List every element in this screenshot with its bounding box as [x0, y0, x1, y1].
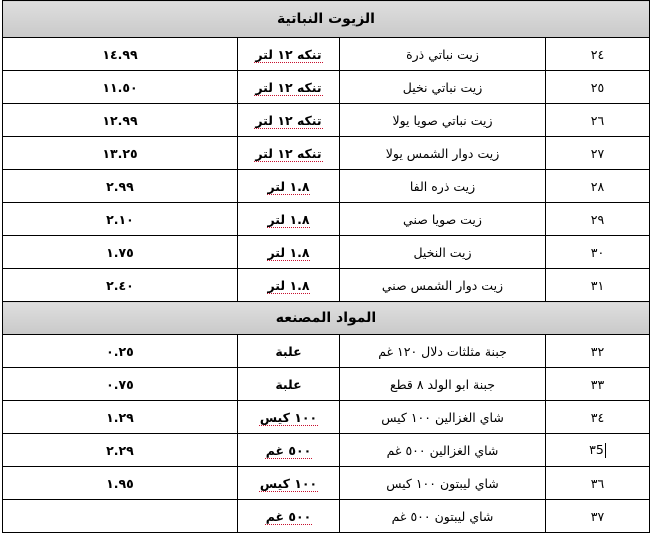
product-name-cell[interactable]: زيت دوار الشمس يولا	[340, 137, 546, 170]
unit-text: ١.٨ لتر	[267, 178, 310, 194]
row-number-cell[interactable]	[546, 203, 650, 236]
price-cell[interactable]: ٢.٩٩	[3, 170, 238, 203]
product-name-cell[interactable]: زيت صويا صني	[340, 203, 546, 236]
product-name-cell[interactable]: زيت نباتي ذرة	[340, 38, 546, 71]
unit-text: علبة	[275, 343, 302, 359]
product-name-cell[interactable]: زيت نباتي نخيل	[340, 71, 546, 104]
price-cell[interactable]: ١٢.٩٩	[3, 104, 238, 137]
unit-text: ١.٨ لتر	[267, 277, 310, 293]
table-row	[3, 269, 650, 302]
section-title: المواد المصنعه	[3, 302, 650, 335]
row-number: ٢٦	[590, 112, 605, 128]
unit-cell[interactable]	[238, 137, 340, 170]
price-cell[interactable]: ١٣.٢٥	[3, 137, 238, 170]
row-number: ٣٣	[590, 376, 605, 392]
price-cell[interactable]	[3, 500, 238, 533]
unit-cell[interactable]	[238, 401, 340, 434]
row-number-cell[interactable]	[546, 467, 650, 500]
price-cell[interactable]: ٢.١٠	[3, 203, 238, 236]
section-header	[3, 1, 650, 38]
row-number-cell[interactable]	[546, 269, 650, 302]
product-name-cell[interactable]: شاي ليبتون ١٠٠ كيس	[340, 467, 546, 500]
unit-text: تنكه ١٢ لتر	[255, 46, 322, 62]
text-cursor	[605, 443, 606, 458]
row-number-cell[interactable]	[546, 368, 650, 401]
row-number: ٣٤	[590, 409, 605, 425]
row-number: ٣5	[589, 442, 604, 457]
table-row	[3, 137, 650, 170]
row-number: ٢٤	[590, 46, 605, 62]
unit-cell[interactable]	[238, 71, 340, 104]
row-number-cell[interactable]	[546, 137, 650, 170]
product-name-cell[interactable]: زيت نباتي صويا يولا	[340, 104, 546, 137]
table-row	[3, 467, 650, 500]
table-body	[3, 1, 650, 533]
row-number-cell[interactable]	[546, 104, 650, 137]
row-number: ٣٢	[590, 343, 605, 359]
table-row	[3, 170, 650, 203]
unit-cell[interactable]	[238, 269, 340, 302]
price-cell[interactable]: ٠.٢٥	[3, 335, 238, 368]
unit-text: ١٠٠ كيس	[259, 475, 318, 491]
row-number-cell[interactable]	[546, 500, 650, 533]
product-name-cell[interactable]: زيت ذره الفا	[340, 170, 546, 203]
price-cell[interactable]: ١٤.٩٩	[3, 38, 238, 71]
section-header	[3, 302, 650, 335]
unit-text: تنكه ١٢ لتر	[255, 145, 322, 161]
row-number-cell[interactable]	[546, 335, 650, 368]
product-name-cell[interactable]: شاي ليبتون ٥٠٠ غم	[340, 500, 546, 533]
unit-text: ١٠٠ كيس	[259, 409, 318, 425]
unit-text: علبة	[275, 376, 302, 392]
product-name-cell[interactable]: جبنة ابو الولد ٨ قطع	[340, 368, 546, 401]
price-cell[interactable]: ٠.٧٥	[3, 368, 238, 401]
product-name-cell[interactable]: شاي الغزالين ٥٠٠ غم	[340, 434, 546, 467]
unit-text: ١.٨ لتر	[267, 211, 310, 227]
unit-cell[interactable]	[238, 236, 340, 269]
unit-text: ١.٨ لتر	[267, 244, 310, 260]
unit-cell[interactable]	[238, 38, 340, 71]
table-row	[3, 38, 650, 71]
row-number-cell[interactable]	[546, 236, 650, 269]
price-table	[2, 0, 650, 533]
price-cell[interactable]: ١.٧٥	[3, 236, 238, 269]
price-cell[interactable]: ١١.٥٠	[3, 71, 238, 104]
price-cell[interactable]: ١.٩٥	[3, 467, 238, 500]
unit-cell[interactable]	[238, 434, 340, 467]
product-name-cell[interactable]: زيت النخيل	[340, 236, 546, 269]
row-number: ٢٨	[590, 178, 605, 194]
unit-text: تنكه ١٢ لتر	[255, 79, 322, 95]
price-cell[interactable]: ٢.٢٩	[3, 434, 238, 467]
row-number-cell[interactable]	[546, 170, 650, 203]
table-row	[3, 434, 650, 467]
unit-cell[interactable]	[238, 500, 340, 533]
unit-cell[interactable]	[238, 368, 340, 401]
unit-cell[interactable]	[238, 335, 340, 368]
row-number: ٣١	[590, 277, 605, 293]
unit-cell[interactable]	[238, 104, 340, 137]
row-number: ٢٧	[590, 145, 605, 161]
row-number: ٣٦	[590, 475, 605, 491]
unit-text: ٥٠٠ غم	[265, 508, 312, 524]
unit-cell[interactable]	[238, 170, 340, 203]
row-number: ٢٥	[590, 79, 605, 95]
price-cell[interactable]: ١.٢٩	[3, 401, 238, 434]
row-number: ٢٩	[590, 211, 605, 227]
unit-text: ٥٠٠ غم	[265, 442, 312, 458]
unit-text: تنكه ١٢ لتر	[255, 112, 322, 128]
product-name-cell[interactable]: شاي الغزالين ١٠٠ كيس	[340, 401, 546, 434]
row-number: ٣٠	[590, 244, 605, 260]
price-cell[interactable]: ٢.٤٠	[3, 269, 238, 302]
row-number-cell[interactable]	[546, 434, 650, 467]
section-title: الزيوت النباتية	[3, 1, 650, 38]
product-name-cell[interactable]: زيت دوار الشمس صني	[340, 269, 546, 302]
table-row	[3, 401, 650, 434]
table-row	[3, 104, 650, 137]
table-row	[3, 500, 650, 533]
table-row	[3, 236, 650, 269]
table-row	[3, 71, 650, 104]
unit-cell[interactable]	[238, 203, 340, 236]
table-row	[3, 335, 650, 368]
row-number-cell[interactable]	[546, 71, 650, 104]
unit-cell[interactable]	[238, 467, 340, 500]
product-name-cell[interactable]: جبنة مثلثات دلال ١٢٠ غم	[340, 335, 546, 368]
row-number-cell[interactable]	[546, 38, 650, 71]
row-number-cell[interactable]	[546, 401, 650, 434]
row-number: ٣٧	[590, 508, 605, 524]
table-row	[3, 368, 650, 401]
table-row	[3, 203, 650, 236]
